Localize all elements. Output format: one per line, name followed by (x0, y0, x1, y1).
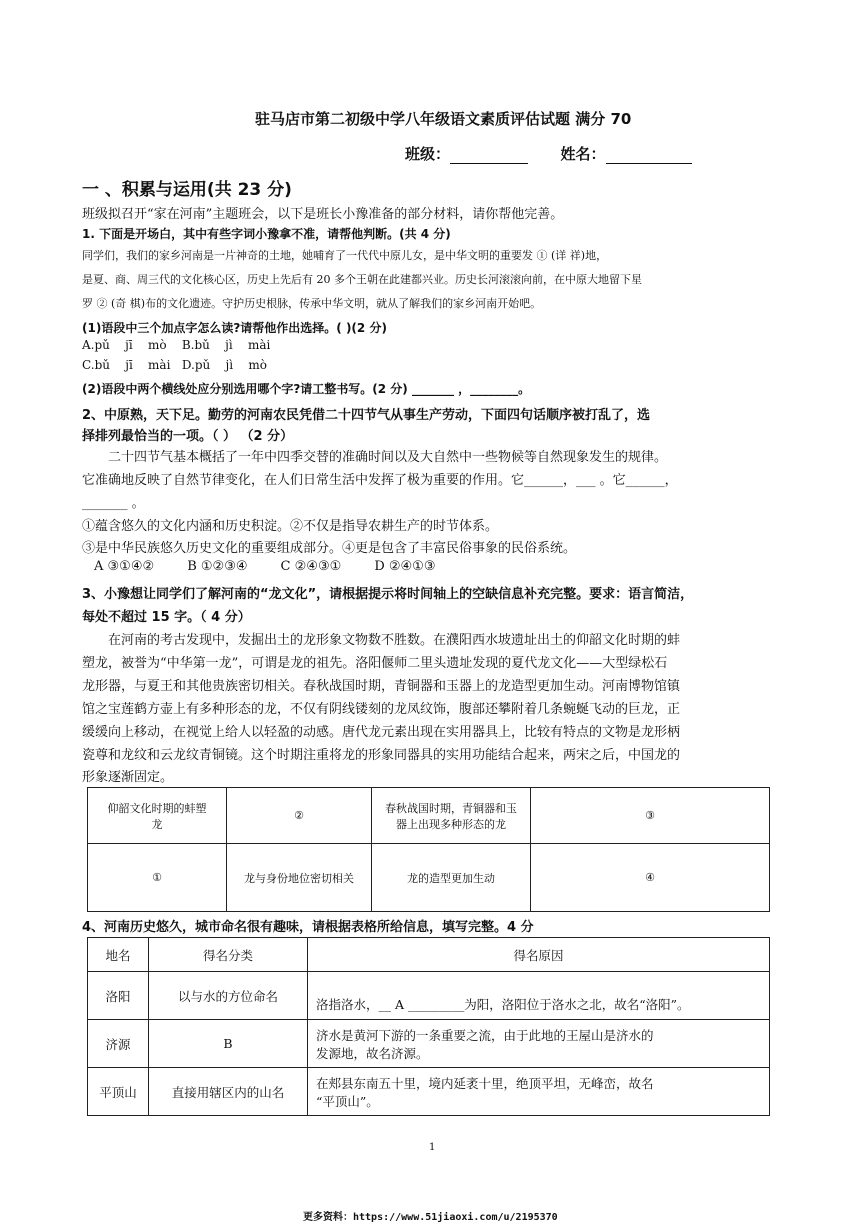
q2-sentences: ①蕴含悠久的文化内涵和历史积淀。②不仅是指导农耕生产的时节体系。 (82, 519, 499, 534)
q2-sentences: ③是中华民族悠久历史文化的重要组成部分。④更是包含了丰富民俗事象的民俗系统。 (82, 541, 577, 556)
question-3-line: 每处不超过 15 字。（ 4 分） (82, 610, 251, 625)
question-3-line: 3、小豫想让同学们了解河南的“龙文化”，请根据提示将时间轴上的空缺信息补充完整。要求：语言简洁， (82, 587, 694, 602)
q1-option-cd: C.bǔ jī mài D.pǔ jì mò (82, 358, 267, 372)
class-name-line (405, 143, 692, 164)
timeline-cell: 春秋战国时期，青铜器和玉 器上出现多种形态的龙 (372, 788, 531, 844)
q2-paragraph: 它准确地反映了自然节律变化，在人们日常生活中发挥了极为重要的作用。它______，___ 。它______， (82, 473, 678, 488)
q1-subquestion-1: (1)语段中三个加点字怎么读?请帮他作出选择。( )(2 分) (82, 321, 387, 335)
q3-paragraph: 形象逐渐固定。 (82, 770, 174, 785)
table-cell: 洛指洛水，__ A _________为阳，洛阳位于洛水之北，故名“洛阳”。 (308, 972, 770, 1020)
table-cell: 直接用辖区内的山名 (149, 1068, 308, 1116)
table-cell: 济水是黄河下游的一条重要之流，由于此地的王屋山是济水的 发源地，故名济源。 (308, 1020, 770, 1068)
q2-paragraph: 二十四节气基本概括了一年中四季交替的准确时间以及大自然中一些物候等自然现象发生的规律。 (108, 450, 668, 465)
table-header: 地名 (88, 938, 149, 972)
name-blank (606, 147, 692, 164)
q1-subquestion-2: (2)语段中两个横线处应分别选用哪个字?请工整书写。(2 分) _______ ，________。 (82, 382, 531, 396)
q3-paragraph: 馆之宝莲鹤方壶上有多种形态的龙，不仅有阴线镂刻的龙凤纹饰，腹部还攀附着几条蜿蜒飞动的巨龙，正 (82, 702, 681, 717)
q3-paragraph: 缓缓向上移动，在视觉上给人以轻盈的动感。唐代龙元素出现在实用器具上，比较有特点的文物是龙形柄 (82, 725, 681, 740)
timeline-cell: ④ (531, 844, 770, 912)
timeline-cell: ③ (531, 788, 770, 844)
table-cell: 平顶山 (88, 1068, 149, 1116)
class-label: 班级： (405, 145, 451, 163)
table-cell: 洛阳 (88, 972, 149, 1020)
section-intro: 班级拟召开“家在河南”主题班会，以下是班长小豫准备的部分材料，请你帮他完善。 (82, 207, 564, 222)
q3-paragraph: 塑龙，被誉为“中华第一龙”，可谓是龙的祖先。洛阳偃师二里头遗址发现的夏代龙文化——大型绿松石 (82, 656, 668, 671)
q1-text-line: 是夏、商、周三代的文化核心区，历史上先后有 20 多个王朝在此建都兴业。历史长河滚滚向前，在中原大地留下星 (82, 273, 642, 286)
timeline-cell: 仰韶文化时期的蚌塑 龙 (88, 788, 227, 844)
section-title: 一 、积累与运用(共 23 分) (82, 180, 292, 200)
question-1: 1. 下面是开场白，其中有些字词小豫拿不准，请帮他判断。(共 4 分) (82, 227, 451, 241)
question-2-line: 择排列最恰当的一项。（ ） （2 分） (82, 429, 294, 444)
class-blank (450, 147, 528, 164)
name-label: 姓名： (560, 145, 606, 163)
question-2-line: 2、中原熟，天下足。勤劳的河南农民凭借二十四节气从事生产劳动，下面四句话顺序被打乱了，选 (82, 408, 651, 423)
q3-paragraph: 瓷尊和龙纹和云龙纹青铜镜。这个时期注重将龙的形象同器具的实用功能结合起来，两宋之后，中国龙的 (82, 748, 681, 763)
question-4: 4、河南历史悠久，城市命名很有趣味，请根据表格所给信息，填写完整。4 分 (82, 920, 534, 935)
q1-text-line: 同学们，我们的家乡河南是一片神奇的土地，她哺育了一代代中原儿女，是中华文明的重要发 ① (详 祥)地， (82, 249, 608, 262)
table-cell: 济源 (88, 1020, 149, 1068)
table-header: 得名原因 (308, 938, 770, 972)
page-number: 1 (429, 1142, 436, 1153)
timeline-cell: ① (88, 844, 227, 912)
q1-text-line: 罗 ② (奇 棋)布的文化遗迹。守护历史根脉，传承中华文明，就从了解我们的家乡河南开始吧。 (82, 297, 542, 310)
table-header: 得名分类 (149, 938, 308, 972)
timeline-table (87, 787, 770, 912)
footer-link[interactable]: 更多资料：https://www.51jiaoxi.com/u/2195370 (303, 1212, 558, 1223)
timeline-cell: ② (227, 788, 372, 844)
q3-paragraph: 龙形器，与夏王和其他贵族密切相关。春秋战国时期，青铜器和玉器上的龙造型更加生动。河南博物馆镇 (82, 679, 681, 694)
q2-options: A ③①④② B ①②③④ C ②④③① D ②④①③ (94, 559, 436, 574)
timeline-cell: 龙的造型更加生动 (372, 844, 531, 912)
table-cell: 在郏县东南五十里，境内延袤十里，绝顶平坦，无峰峦，故名 “平顶山”。 (308, 1068, 770, 1116)
q2-paragraph: _______ 。 (82, 496, 145, 511)
q3-paragraph: 在河南的考古发现中，发掘出土的龙形象文物数不胜数。在濮阳西水坡遗址出土的仰韶文化时期的蚌 (108, 633, 681, 648)
city-names-table (87, 937, 770, 1116)
timeline-cell: 龙与身份地位密切相关 (227, 844, 372, 912)
q1-option-ab: A.pǔ jī mò B.bǔ jì mài (82, 338, 271, 352)
page-title: 驻马店市第二初级中学八年级语文素质评估试题 满分 70 (255, 110, 632, 128)
table-cell: B (149, 1020, 308, 1068)
table-cell: 以与水的方位命名 (149, 972, 308, 1020)
